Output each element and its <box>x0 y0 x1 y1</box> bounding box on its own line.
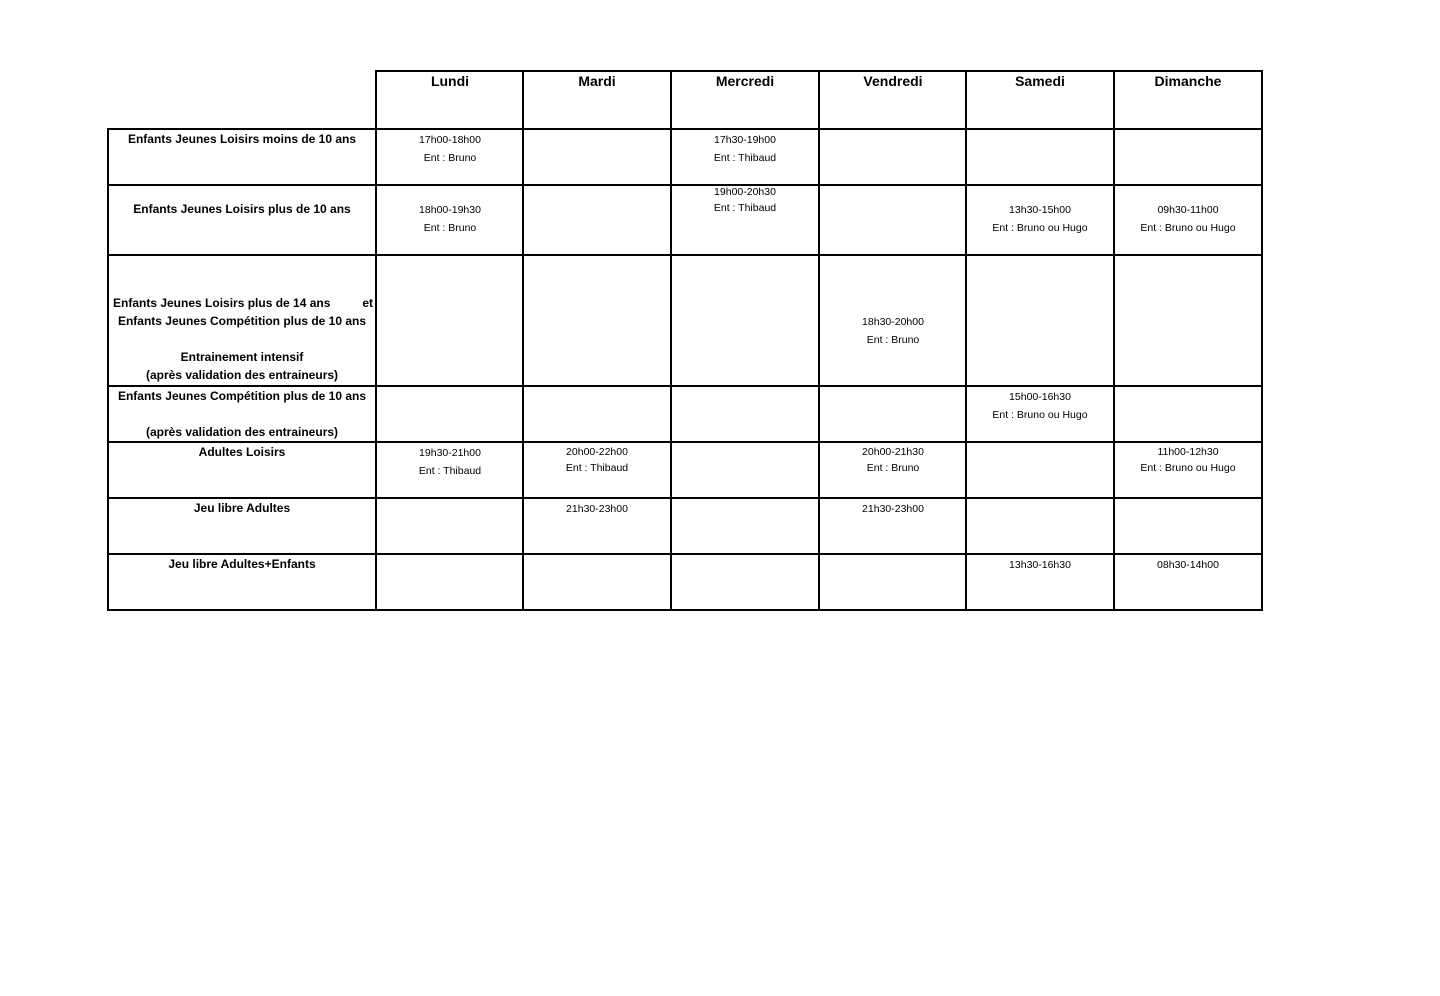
row-label-adultes-loisirs <box>109 443 375 461</box>
slot-cell <box>1115 556 1261 574</box>
slot-coach: Ent : Thibaud <box>418 465 482 477</box>
slot-cell <box>820 500 966 518</box>
slot-coach: Ent : Thibaud <box>713 202 777 214</box>
slot-time: 08h30-14h00 <box>1157 559 1219 571</box>
grid-line <box>1261 70 1263 611</box>
slot-cell <box>967 201 1113 237</box>
slot-cell <box>377 444 523 480</box>
slot-coach: Ent : Bruno ou Hugo <box>1140 462 1236 474</box>
slot-coach: Ent : Bruno ou Hugo <box>992 222 1088 234</box>
grid-line <box>107 609 1263 611</box>
row-label-text: Enfants Jeunes Loisirs plus de 10 ans <box>133 202 351 216</box>
row-label-text: Enfants Jeunes Loisirs plus de 14 ans <box>113 296 331 310</box>
slot-cell <box>820 313 966 349</box>
row-label-text: Enfants Jeunes Loisirs moins de 10 ans <box>127 132 357 146</box>
slot-time: 19h00-20h30 <box>714 186 776 198</box>
row-label-text: (après validation des entraineurs) <box>145 368 339 382</box>
slot-time: 20h00-21h30 <box>862 446 924 458</box>
grid-line <box>107 254 1263 256</box>
slot-coach: Ent : Bruno ou Hugo <box>992 409 1088 421</box>
slot-coach: Ent : Bruno <box>866 462 920 474</box>
slot-time: 13h30-16h30 <box>1009 559 1071 571</box>
row-label-loisirs-plus-10 <box>109 200 375 218</box>
slot-coach: Ent : Thibaud <box>565 462 629 474</box>
slot-coach: Ent : Bruno <box>423 222 477 234</box>
row-label-loisirs-moins-10 <box>109 130 375 148</box>
slot-time: 21h30-23h00 <box>862 503 924 515</box>
slot-cell <box>820 444 966 476</box>
slot-time: 18h30-20h00 <box>862 316 924 328</box>
row-label-intensif <box>109 294 375 384</box>
row-label-text: Entrainement intensif <box>180 350 304 364</box>
grid-line <box>1113 70 1115 611</box>
day-header-vendredi: Vendredi <box>863 73 923 89</box>
row-label-text: Jeu libre Adultes+Enfants <box>168 557 316 571</box>
slot-coach: Ent : Bruno <box>866 334 920 346</box>
row-label-jeu-libre-adultes-enfants <box>109 555 375 573</box>
slot-coach: Ent : Bruno ou Hugo <box>1140 222 1236 234</box>
day-header-mardi: Mardi <box>578 73 616 89</box>
slot-cell <box>524 500 670 518</box>
slot-cell <box>672 131 818 167</box>
slot-time: 19h30-21h00 <box>419 447 481 459</box>
slot-time: 13h30-15h00 <box>1009 204 1071 216</box>
slot-cell <box>377 131 523 167</box>
row-label-competition <box>109 387 375 441</box>
row-label-text: Enfants Jeunes Compétition plus de 10 ans <box>117 314 367 328</box>
slot-cell <box>524 444 670 476</box>
slot-time: 21h30-23h00 <box>566 503 628 515</box>
slot-cell <box>1115 201 1261 237</box>
slot-time: 15h00-16h30 <box>1009 391 1071 403</box>
slot-time: 11h00-12h30 <box>1157 446 1219 458</box>
slot-time: 18h00-19h30 <box>419 204 481 216</box>
slot-time: 09h30-11h00 <box>1157 204 1219 216</box>
slot-time: 17h30-19h00 <box>714 134 776 146</box>
row-label-text: Enfants Jeunes Compétition plus de 10 ans <box>117 389 367 403</box>
slot-coach: Ent : Thibaud <box>713 152 777 164</box>
row-label-text: Jeu libre Adultes <box>193 501 291 515</box>
row-label-text: (après validation des entraineurs) <box>145 425 339 439</box>
day-header-lundi: Lundi <box>430 73 470 89</box>
day-header-samedi: Samedi <box>1015 73 1065 89</box>
slot-cell <box>672 184 818 216</box>
slot-cell <box>967 556 1113 574</box>
slot-time: 20h00-22h00 <box>566 446 628 458</box>
day-header-dimanche: Dimanche <box>1154 73 1222 89</box>
row-label-jeu-libre-adultes <box>109 499 375 517</box>
slot-coach: Ent : Bruno <box>423 152 477 164</box>
day-header-mercredi: Mercredi <box>715 73 775 89</box>
slot-cell <box>967 388 1113 424</box>
row-label-text: et <box>362 296 373 310</box>
slot-cell <box>1115 444 1261 476</box>
slot-cell <box>377 201 523 237</box>
slot-time: 17h00-18h00 <box>419 134 481 146</box>
row-label-text: Adultes Loisirs <box>198 445 286 459</box>
